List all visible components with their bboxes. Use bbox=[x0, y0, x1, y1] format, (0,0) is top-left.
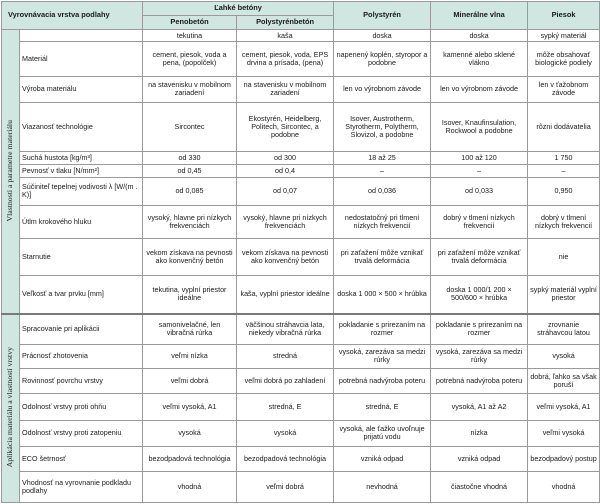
row-label: Veľkosť a tvar prvku [mm] bbox=[20, 275, 143, 314]
cell-mineralna-vlna: kamenné alebo sklené vlákno bbox=[431, 42, 528, 77]
cell-mineralna-vlna: vysoká, zarezáva sa medzi rúrky bbox=[431, 344, 528, 368]
cell-piesok: 0,950 bbox=[528, 178, 600, 205]
cell-polystyrenbeton: stredná, E bbox=[237, 394, 334, 420]
cell-mineralna-vlna: pri zaťažení môže vznikať trvalá deformácia bbox=[431, 239, 528, 276]
cell-penobeton: od 0,45 bbox=[143, 164, 237, 177]
cell-piesok: 1 750 bbox=[528, 151, 600, 164]
cell-piesok: bezodpadový postup bbox=[528, 447, 600, 472]
cell-penobeton: vysoká bbox=[143, 420, 237, 446]
table-row bbox=[2, 164, 600, 177]
table-row bbox=[2, 472, 600, 503]
cell-mineralna-vlna: doska bbox=[431, 30, 528, 42]
cell-polystyren: vysoká, zarezáva sa medzi rúrky bbox=[334, 344, 431, 368]
group-label-aplikacia: Aplikácia materiálu a vlastností vrstvy bbox=[2, 314, 20, 503]
col-header-polystyren: Polystyrén bbox=[334, 2, 431, 30]
cell-mineralna-vlna: – bbox=[431, 164, 528, 177]
col-header-mineralna-vlna: Minerálne vlna bbox=[431, 2, 528, 30]
table-row bbox=[2, 394, 600, 420]
table-row bbox=[2, 151, 600, 164]
cell-polystyren: nevhodná bbox=[334, 472, 431, 503]
cell-piesok: sypký materiál bbox=[528, 30, 600, 42]
cell-mineralna-vlna: Isover, Knaufinsulation, Rockwool a podobne bbox=[431, 103, 528, 152]
group-header-light-concrete: Ľahké betóny bbox=[143, 2, 334, 16]
cell-piesok: sypký materiál vyplní priestor bbox=[528, 275, 600, 314]
cell-polystyren: vysoká, ale ťažko uvoľnuje prijatú vodu bbox=[334, 420, 431, 446]
table-row bbox=[2, 344, 600, 368]
cell-piesok: nie bbox=[528, 239, 600, 276]
group-label-vlastnosti: Vlastnosti a parametre materiálu bbox=[2, 30, 20, 314]
cell-mineralna-vlna: potrebná nadvýroba poteru bbox=[431, 368, 528, 393]
row-label: Súčiniteľ tepelnej vodivosti λ [W/(m . K)] bbox=[20, 178, 143, 205]
cell-piesok: zrovnanie stráhavcou latou bbox=[528, 314, 600, 344]
cell-polystyrenbeton: veľmi dobrá po zahladení bbox=[237, 368, 334, 393]
cell-polystyrenbeton: na stavenisku v mobilnom zariadení bbox=[237, 76, 334, 102]
cell-polystyrenbeton: veľmi dobrá bbox=[237, 472, 334, 503]
cell-polystyrenbeton: bezodpadová technológia bbox=[237, 447, 334, 472]
cell-piesok: dobrý v tlmení nízkych frekvencií bbox=[528, 205, 600, 238]
cell-mineralna-vlna: vysoká, A1 až A2 bbox=[431, 394, 528, 420]
cell-polystyren: – bbox=[334, 164, 431, 177]
cell-polystyren: doska bbox=[334, 30, 431, 42]
cell-penobeton: veľmi dobrá bbox=[143, 368, 237, 393]
cell-penobeton: veľmi vysoká, A1 bbox=[143, 394, 237, 420]
cell-polystyrenbeton: vysoká bbox=[237, 420, 334, 446]
cell-penobeton: Sircontec bbox=[143, 103, 237, 152]
cell-polystyren: stredná, E bbox=[334, 394, 431, 420]
cell-polystyrenbeton: kaša bbox=[237, 30, 334, 42]
cell-penobeton: od 330 bbox=[143, 151, 237, 164]
table-row bbox=[2, 103, 600, 152]
row-label: Výroba materiálu bbox=[20, 76, 143, 102]
col-header-penobeton: Penobetón bbox=[143, 16, 237, 30]
table-row bbox=[2, 314, 600, 344]
cell-mineralna-vlna: od 0,033 bbox=[431, 178, 528, 205]
cell-polystyren: doska 1 000 × 500 × hrúbka bbox=[334, 275, 431, 314]
cell-polystyrenbeton: od 0,4 bbox=[237, 164, 334, 177]
row-label: Suchá hustota [kg/m³] bbox=[20, 151, 143, 164]
cell-penobeton: veľmi nízka bbox=[143, 344, 237, 368]
cell-mineralna-vlna: čiastočne vhodná bbox=[431, 472, 528, 503]
table-row bbox=[2, 178, 600, 205]
row-label: Starnutie bbox=[20, 239, 143, 276]
cell-polystyrenbeton: od 300 bbox=[237, 151, 334, 164]
cell-mineralna-vlna: 100 až 120 bbox=[431, 151, 528, 164]
row-label: Odolnosť vrstvy proti ohňu bbox=[20, 394, 143, 420]
cell-polystyren: potrebná nadvýroba poteru bbox=[334, 368, 431, 393]
cell-polystyrenbeton: od 0,07 bbox=[237, 178, 334, 205]
cell-polystyren: napenený koplén, styropor a podobne bbox=[334, 42, 431, 77]
cell-penobeton: tekutina, vyplní priestor ideálne bbox=[143, 275, 237, 314]
row-label: Viazanosť technológie bbox=[20, 103, 143, 152]
cell-mineralna-vlna: len vo výrobnom závode bbox=[431, 76, 528, 102]
cell-polystyrenbeton: väčšinou stráhavcia lata, niekedy vibračná rúrka bbox=[237, 314, 334, 344]
row-label: Odolnosť vrstvy proti zatopeniu bbox=[20, 420, 143, 446]
cell-penobeton: bezodpadová technológia bbox=[143, 447, 237, 472]
cell-piesok: len v ťažobnom závode bbox=[528, 76, 600, 102]
cell-mineralna-vlna: doska 1 000/1 200 × 500/600 × hrúbka bbox=[431, 275, 528, 314]
cell-piesok: veľmi vysoká bbox=[528, 420, 600, 446]
cell-mineralna-vlna: dobrý v tlmení nízkych frekvencií bbox=[431, 205, 528, 238]
cell-polystyrenbeton: stredná bbox=[237, 344, 334, 368]
row-label: Rovinnosť povrchu vrstvy bbox=[20, 368, 143, 393]
cell-piesok: veľmi vysoká, A1 bbox=[528, 394, 600, 420]
cell-penobeton: od 0,085 bbox=[143, 178, 237, 205]
cell-polystyrenbeton: cement, piesok, voda, EPS drvina a prísada, (pena) bbox=[237, 42, 334, 77]
cell-mineralna-vlna: pokladanie s prirezaním na rozmer bbox=[431, 314, 528, 344]
cell-polystyren: Isover, Austrotherm, Styrotherm, Polytherm, Slovizol, a podobne bbox=[334, 103, 431, 152]
table-row bbox=[2, 447, 600, 472]
cell-polystyren: vzniká odpad bbox=[334, 447, 431, 472]
cell-polystyren: pokladanie s prirezaním na rozmer bbox=[334, 314, 431, 344]
row-label: Prácnosť zhotovenia bbox=[20, 344, 143, 368]
table-row bbox=[2, 368, 600, 393]
cell-penobeton: tekutina bbox=[143, 30, 237, 42]
cell-piesok: – bbox=[528, 164, 600, 177]
table-row bbox=[2, 30, 600, 42]
cell-polystyrenbeton: kaša, vyplní priestor ideálne bbox=[237, 275, 334, 314]
table-row bbox=[2, 42, 600, 77]
cell-polystyrenbeton: Ekostyrén, Heidelberg, Politech, Sircontec, a podobne bbox=[237, 103, 334, 152]
table-row bbox=[2, 205, 600, 238]
cell-polystyrenbeton: vysoký, hlavne pri nízkych frekvenciách bbox=[237, 205, 334, 238]
table-row bbox=[2, 275, 600, 314]
row-label: ECO šetrnosť bbox=[20, 447, 143, 472]
row-label bbox=[20, 30, 143, 42]
cell-mineralna-vlna: vzniká odpad bbox=[431, 447, 528, 472]
cell-polystyren: len vo výrobnom závode bbox=[334, 76, 431, 102]
row-label: Spracovanie pri aplikácii bbox=[20, 314, 143, 344]
cell-penobeton: vysoký, hlavne pri nízkych frekvenciách bbox=[143, 205, 237, 238]
comparison-table bbox=[1, 1, 600, 503]
cell-penobeton: na stavenisku v mobilnom zariadení bbox=[143, 76, 237, 102]
table-corner-title: Vyrovnávacia vrstva podlahy bbox=[2, 2, 143, 30]
cell-polystyren: pri zaťažení môže vznikať trvalá deformácia bbox=[334, 239, 431, 276]
col-header-piesok: Piesok bbox=[528, 2, 600, 30]
row-label: Materiál bbox=[20, 42, 143, 77]
cell-polystyren: nedostatočný pri tlmení nízkych frekvencií bbox=[334, 205, 431, 238]
col-header-polystyrenbeton: Polystyrénbetón bbox=[237, 16, 334, 30]
table-row bbox=[2, 76, 600, 102]
row-label: Pevnosť v tlaku [N/mm²] bbox=[20, 164, 143, 177]
cell-penobeton: samonivelačné, len vibračná rúrka bbox=[143, 314, 237, 344]
row-label: Vhodnosť na vyrovnanie podkladu podlahy bbox=[20, 472, 143, 503]
cell-piesok: vysoká bbox=[528, 344, 600, 368]
cell-piesok: môže obsahovať biologické podiely bbox=[528, 42, 600, 77]
cell-penobeton: cement, piesok, voda a pena, (popolček) bbox=[143, 42, 237, 77]
cell-piesok: dobrá, ľahko sa však poruší bbox=[528, 368, 600, 393]
cell-piesok: rôzni dodávatelia bbox=[528, 103, 600, 152]
cell-polystyren: od 0,036 bbox=[334, 178, 431, 205]
cell-polystyren: 18 až 25 bbox=[334, 151, 431, 164]
row-label: Útlm krokového hluku bbox=[20, 205, 143, 238]
table-row bbox=[2, 420, 600, 446]
table-row bbox=[2, 239, 600, 276]
cell-penobeton: vekom získava na pevnosti ako konvenčný betón bbox=[143, 239, 237, 276]
cell-penobeton: vhodná bbox=[143, 472, 237, 503]
cell-piesok: vhodná bbox=[528, 472, 600, 503]
cell-polystyrenbeton: vekom získava na pevnosti ako konvenčný betón bbox=[237, 239, 334, 276]
cell-mineralna-vlna: nízka bbox=[431, 420, 528, 446]
